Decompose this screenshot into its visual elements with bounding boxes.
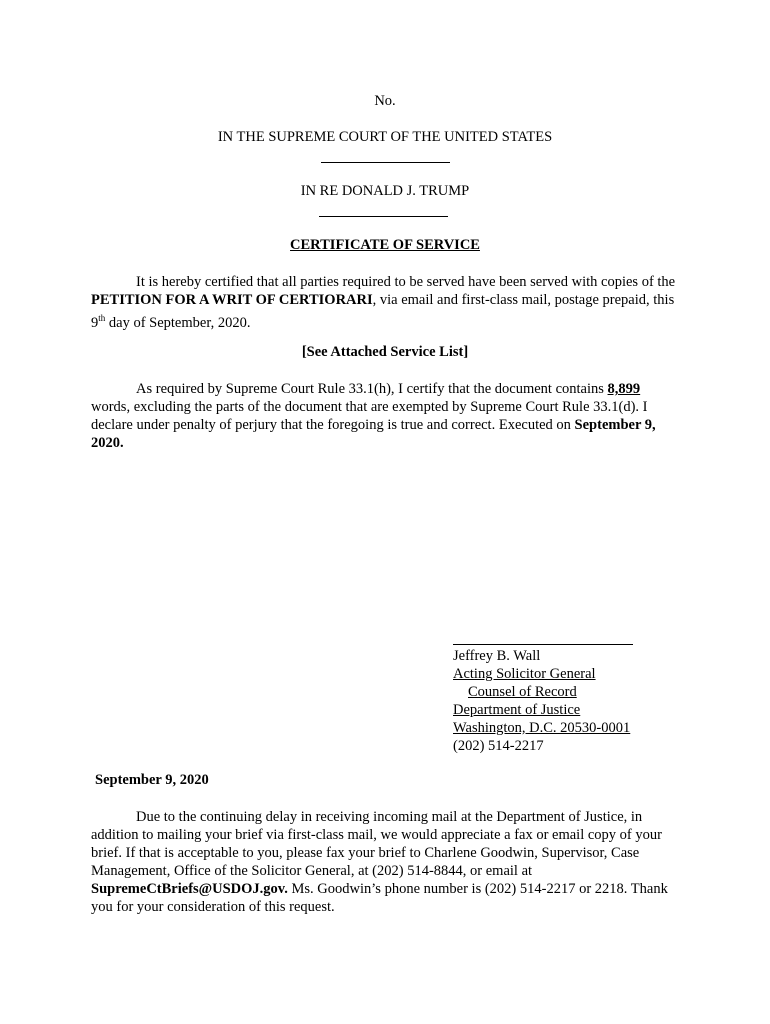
certification-text: day of September, 2020. [105, 314, 251, 331]
service-list-note: [See Attached Service List] [301, 344, 469, 360]
certificate-title: CERTIFICATE OF SERVICE [290, 237, 480, 253]
word-count-text: As required by Supreme Court Rule 33.1(h), I certify that the document contains [136, 381, 608, 397]
signer-title: Acting Solicitor General [453, 666, 596, 682]
signer-name: Jeffrey B. Wall [453, 648, 541, 664]
signer-address: Washington, D.C. 20530-0001 [453, 720, 631, 736]
executed-date: September 9, 2020. [91, 417, 656, 451]
signer-role: Counsel of Record [468, 684, 577, 700]
case-caption: IN RE DONALD J. TRUMP [300, 183, 470, 199]
signature-block [453, 647, 630, 755]
signer-phone: (202) 514-2217 [453, 738, 544, 754]
signature-line [453, 644, 633, 645]
mail-delay-text: Ms. Goodwin’s phone number is (202) 514-2217 or 2218. Thank you for your consideration of this request. [91, 881, 668, 915]
signer-department: Department of Justice [453, 702, 581, 718]
word-count-text: words, excluding the parts of the document that are exempted by Supreme Court Rule 33.1(d). I declare under penalty of perjury that the foregoing is true and correct. Executed on [91, 399, 648, 433]
docket-number: No. [374, 93, 396, 109]
divider-rule [319, 216, 448, 217]
divider-rule [321, 162, 450, 163]
mail-delay-text: Due to the continuing delay in receiving incoming mail at the Department of Justice, in addition to mailing your brief via first-class mail, we would appreciate a fax or email copy of your brief. If that is acceptable to you, please fax your brief to Charlene Goodwin, Supervisor, Case Management, Office of the Solicitor General, at (202) 514-8844, or email at [91, 809, 662, 879]
ordinal-suffix: th [98, 313, 106, 323]
word-count-value: 8,899 [607, 381, 641, 397]
footer-date: September 9, 2020 [95, 772, 209, 788]
certification-text: , via email and first-class mail, postage prepaid, this 9 [91, 292, 675, 331]
document-name: PETITION FOR A WRIT OF CERTIORARI [91, 292, 373, 308]
contact-email: SupremeCtBriefs@USDOJ.gov. [91, 881, 288, 897]
certification-text: It is hereby certified that all parties required to be served have been served with copies of the [136, 274, 676, 290]
word-count-paragraph [91, 380, 681, 452]
mail-delay-paragraph [91, 808, 681, 916]
court-name: IN THE SUPREME COURT OF THE UNITED STATES [217, 129, 553, 145]
certification-paragraph [91, 273, 681, 332]
